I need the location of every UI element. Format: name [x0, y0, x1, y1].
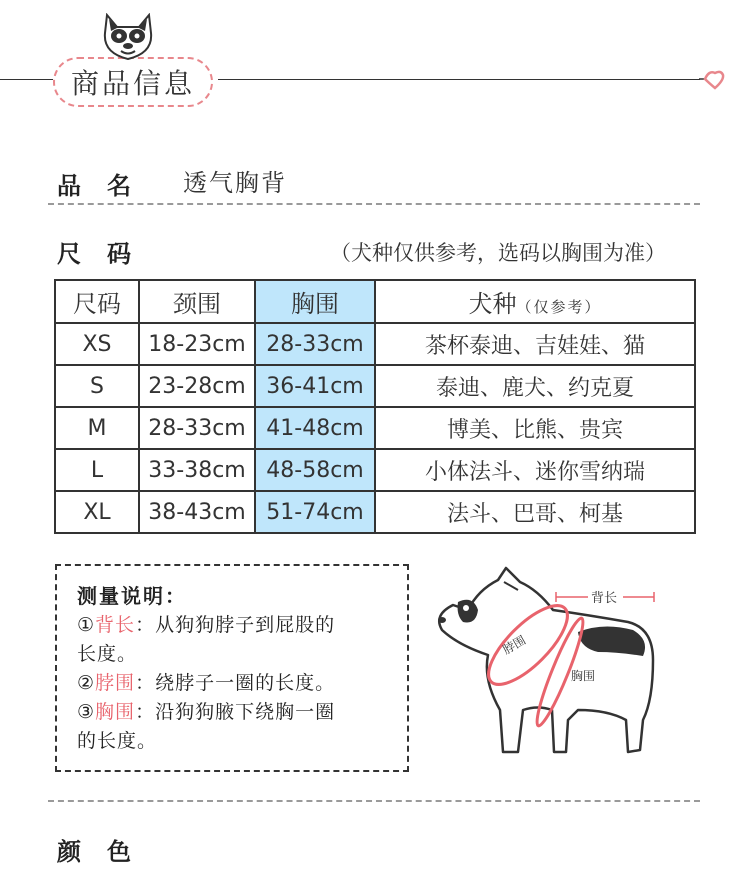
col-breed-sub: （仅参考） — [516, 298, 602, 316]
col-neck: 颈围 — [139, 280, 255, 323]
measure-num: ① — [77, 614, 96, 636]
heart-end-icon — [699, 68, 725, 92]
measure-text: ：从狗狗脖子到屁股的 — [135, 614, 336, 636]
cell-breeds: 博美、比熊、贵宾 — [375, 407, 695, 449]
cell-chest: 48-58cm — [255, 449, 375, 491]
cell-chest: 36-41cm — [255, 365, 375, 407]
table-row — [55, 365, 695, 407]
divider — [48, 203, 700, 205]
size-note: （犬种仅供参考，选码以胸围为准） — [330, 241, 666, 265]
table-row — [55, 407, 695, 449]
measure-text: ：绕脖子一圈的长度。 — [135, 672, 336, 694]
col-breed — [375, 280, 695, 323]
table-header-row — [55, 280, 695, 323]
header-line-left — [0, 79, 53, 80]
neck-label: 脖围 — [500, 632, 529, 658]
section-title: 商品信息 — [70, 67, 195, 100]
product-name-label: 品名 — [57, 172, 157, 200]
cell-neck: 38-43cm — [139, 491, 255, 533]
bulldog-head-icon — [101, 13, 155, 61]
measure-item — [77, 669, 407, 698]
cell-chest: 41-48cm — [255, 407, 375, 449]
measure-item — [77, 611, 407, 640]
table-row — [55, 449, 695, 491]
cell-neck: 28-33cm — [139, 407, 255, 449]
table-row — [55, 491, 695, 533]
cell-size: M — [55, 407, 139, 449]
product-name-value: 透气胸背 — [183, 169, 287, 197]
measure-item-cont: 长度。 — [77, 643, 138, 665]
color-label: 颜色 — [57, 838, 157, 866]
cell-chest: 51-74cm — [255, 491, 375, 533]
divider — [48, 800, 700, 802]
col-breed-label: 犬种 — [468, 290, 517, 318]
col-size: 尺码 — [55, 280, 139, 323]
back-length-label: 背长 — [591, 591, 618, 606]
chest-label: 胸围 — [571, 669, 596, 683]
measure-key: 背长 — [95, 614, 136, 636]
cell-neck: 23-28cm — [139, 365, 255, 407]
measure-key: 脖围 — [95, 672, 136, 694]
measure-box — [55, 564, 409, 772]
table-row — [55, 323, 695, 365]
dog-measurement-diagram — [428, 560, 678, 760]
header-line-right — [218, 79, 700, 80]
cell-breeds: 法斗、巴哥、柯基 — [375, 491, 695, 533]
cell-breeds: 泰迪、鹿犬、约克夏 — [375, 365, 695, 407]
cell-size: L — [55, 449, 139, 491]
cell-breeds: 小体法斗、迷你雪纳瑞 — [375, 449, 695, 491]
cell-breeds: 茶杯泰迪、吉娃娃、猫 — [375, 323, 695, 365]
cell-size: XS — [55, 323, 139, 365]
measure-text: ：沿狗狗腋下绕胸一圈 — [135, 701, 336, 723]
cell-neck: 18-23cm — [139, 323, 255, 365]
cell-size: XL — [55, 491, 139, 533]
measure-num: ③ — [77, 701, 96, 723]
measure-key: 胸围 — [95, 701, 136, 723]
cell-neck: 33-38cm — [139, 449, 255, 491]
size-table — [54, 279, 696, 534]
measure-title: 测量说明： — [77, 584, 187, 608]
measure-num: ② — [77, 672, 96, 694]
measure-item — [77, 698, 407, 727]
cell-chest: 28-33cm — [255, 323, 375, 365]
cell-size: S — [55, 365, 139, 407]
size-label: 尺码 — [57, 240, 157, 268]
section-title-badge — [53, 57, 213, 107]
col-chest: 胸围 — [255, 280, 375, 323]
measure-item-cont: 的长度。 — [77, 730, 158, 752]
